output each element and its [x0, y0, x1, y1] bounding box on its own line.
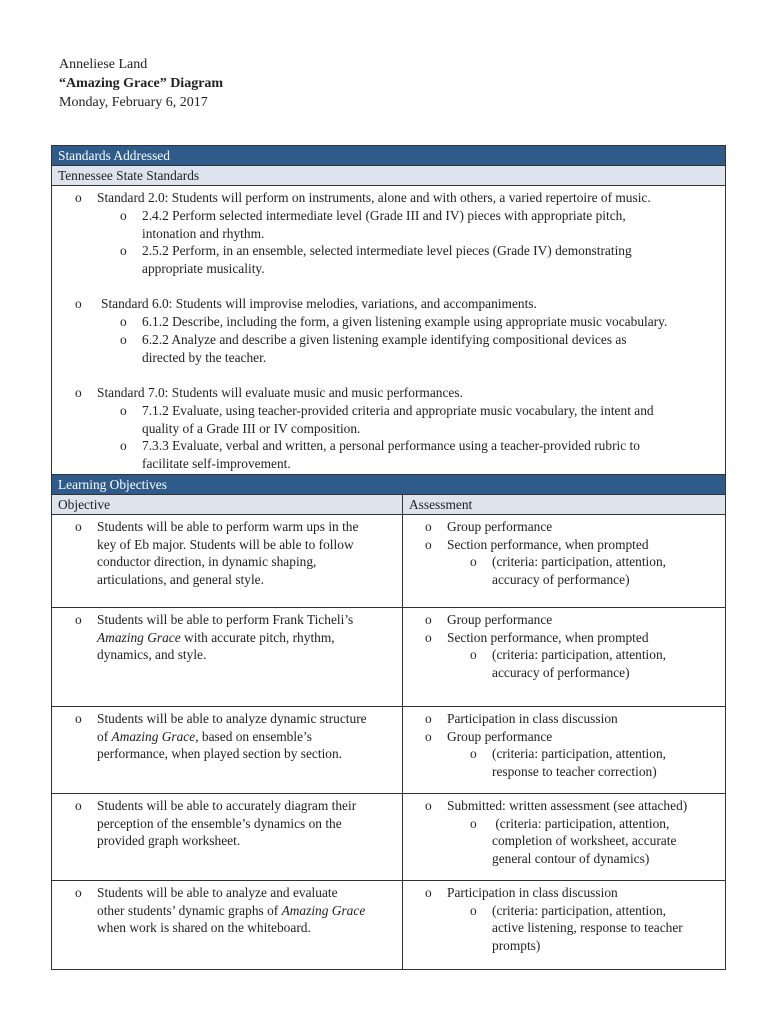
sub-standard-line: quality of a Grade III or IV composition. — [142, 420, 361, 436]
column-header-objective: Objective — [52, 495, 403, 514]
bullet: o — [425, 728, 432, 744]
assessment-line: response to teacher correction) — [492, 763, 657, 779]
assessment-line: (criteria: participation, attention, — [492, 815, 670, 831]
assessment-line: Participation in class discussion — [447, 711, 618, 726]
objective-row — [52, 608, 725, 707]
objective-cell — [52, 515, 403, 607]
objective-line: Students will be able to accurately diagram their — [97, 798, 357, 813]
objective-row — [52, 881, 725, 969]
objective-cell — [52, 881, 403, 969]
assessment-cell — [403, 608, 723, 706]
bullet: o — [75, 612, 82, 627]
objective-line: perception of the ensemble’s dynamics on the — [97, 815, 342, 831]
objective-line: conductor direction, in dynamic shaping, — [97, 554, 317, 569]
bullet: o — [120, 403, 127, 418]
bullet: o — [120, 208, 127, 223]
objective-text: with accurate pitch, rhythm, — [180, 629, 335, 645]
sub-standard-line: 7.1.2 Evaluate, using teacher-provided criteria and appropriate music vocabulary, the intent and — [142, 403, 654, 418]
objective-text: , based on ensemble’s — [195, 728, 312, 744]
bullet: o — [425, 536, 432, 552]
objective-cell — [52, 608, 403, 706]
assessment-cell — [403, 794, 723, 880]
document-title: “Amazing Grace” Diagram — [59, 76, 224, 91]
standards-list — [52, 186, 725, 475]
bullet: o — [425, 519, 432, 534]
assessment-line: (criteria: participation, attention, — [492, 746, 667, 761]
objective-line — [97, 629, 335, 647]
objective-row — [52, 707, 725, 794]
bullet: o — [120, 314, 127, 329]
bullet: o — [425, 612, 432, 627]
bullet: o — [75, 885, 82, 900]
bullet: o — [470, 902, 477, 918]
objectives-band: Learning Objectives — [52, 475, 725, 495]
assessment-line: completion of worksheet, accurate — [492, 833, 677, 848]
objective-row — [52, 515, 725, 608]
assessment-line: prompts) — [492, 937, 541, 953]
objectives-column-headers — [52, 495, 725, 515]
bullet: o — [75, 798, 82, 813]
standard-item: Standard 6.0: Students will improvise melodies, variations, and accompaniments. — [101, 296, 537, 311]
assessment-line: (criteria: participation, attention, — [492, 902, 667, 918]
piece-title: Amazing Grace — [111, 728, 196, 744]
sub-standard-line: appropriate musicality. — [142, 260, 265, 276]
objective-text: other students’ dynamic graphs of — [97, 902, 282, 918]
objective-line: key of Eb major. Students will be able to follow — [97, 536, 354, 552]
lesson-table — [51, 145, 726, 970]
assessment-line: accuracy of performance) — [492, 664, 630, 680]
sub-standard-line: 2.5.2 Perform, in an ensemble, selected intermediate level pieces (Grade IV) demonstrating — [142, 243, 632, 258]
sub-standard-line: 2.4.2 Perform selected intermediate level (Grade III and IV) pieces with appropriate pitch, — [142, 208, 626, 223]
objective-line: dynamics, and style. — [97, 647, 207, 662]
column-header-assessment: Assessment — [409, 497, 473, 512]
objective-row — [52, 794, 725, 881]
objective-line: Students will be able to perform Frank Ticheli’s — [97, 612, 354, 627]
assessment-line: Section performance, when prompted — [447, 629, 649, 645]
bullet: o — [75, 190, 82, 205]
assessment-line: Group performance — [447, 612, 553, 627]
assessment-line: Submitted: written assessment (see attached) — [447, 798, 688, 813]
assessment-line: Participation in class discussion — [447, 885, 618, 900]
bullet: o — [470, 554, 477, 569]
bullet: o — [120, 243, 127, 258]
objective-line: articulations, and general style. — [97, 571, 264, 587]
objective-line: provided graph worksheet. — [97, 833, 241, 848]
assessment-cell — [403, 881, 723, 969]
objective-line: performance, when played section by section. — [97, 746, 343, 761]
objective-line: Students will be able to analyze dynamic structure — [97, 711, 367, 726]
sub-standard-line: 6.1.2 Describe, including the form, a given listening example using appropriate music vocabulary. — [142, 314, 668, 329]
assessment-line: (criteria: participation, attention, — [492, 647, 667, 662]
document-date: Monday, February 6, 2017 — [59, 95, 208, 110]
bullet: o — [425, 629, 432, 645]
bullet: o — [75, 711, 82, 726]
objective-line: when work is shared on the whiteboard. — [97, 920, 311, 935]
sub-standard-line: directed by the teacher. — [142, 349, 267, 365]
sub-standard-line: intonation and rhythm. — [142, 225, 265, 241]
standard-item: Standard 7.0: Students will evaluate music and music performances. — [97, 385, 463, 400]
piece-title: Amazing Grace — [281, 902, 366, 918]
bullet: o — [120, 332, 127, 347]
assessment-cell — [403, 707, 723, 793]
assessment-line: Section performance, when prompted — [447, 536, 649, 552]
bullet: o — [470, 746, 477, 761]
standards-band: Standards Addressed — [52, 146, 725, 166]
assessment-line: Group performance — [447, 728, 553, 744]
assessment-line: Group performance — [447, 519, 553, 534]
objective-line — [97, 728, 312, 746]
sub-standard-line: 6.2.2 Analyze and describe a given listening example identifying compositional devices as — [142, 332, 627, 347]
objective-line — [97, 902, 365, 920]
standard-item: Standard 2.0: Students will perform on instruments, alone and with others, a varied repertoire of music. — [97, 190, 651, 205]
author-name: Anneliese Land — [59, 57, 148, 72]
objective-line: Students will be able to perform warm ups in the — [97, 519, 359, 534]
assessment-line: active listening, response to teacher — [492, 920, 683, 935]
bullet: o — [425, 885, 432, 900]
assessment-line: (criteria: participation, attention, — [492, 554, 667, 569]
bullet: o — [425, 798, 432, 813]
bullet: o — [470, 647, 477, 662]
bullet: o — [75, 519, 82, 534]
assessment-cell — [403, 515, 723, 607]
objective-text: of — [97, 728, 112, 744]
objective-line: Students will be able to analyze and evaluate — [97, 885, 338, 900]
piece-title: Amazing Grace — [97, 629, 181, 645]
sub-standard-line: 7.3.3 Evaluate, verbal and written, a personal performance using a teacher-provided rubric to — [142, 438, 640, 453]
objective-cell — [52, 707, 403, 793]
bullet: o — [470, 815, 477, 831]
standards-subheading: Tennessee State Standards — [52, 166, 725, 186]
bullet: o — [120, 438, 127, 453]
objective-cell — [52, 794, 403, 880]
bullet: o — [425, 711, 432, 726]
sub-standard-line: facilitate self-improvement. — [142, 455, 291, 471]
assessment-line: accuracy of performance) — [492, 571, 630, 587]
bullet: o — [75, 296, 82, 311]
bullet: o — [75, 385, 82, 400]
document-header — [59, 55, 223, 112]
assessment-line: general contour of dynamics) — [492, 850, 650, 866]
